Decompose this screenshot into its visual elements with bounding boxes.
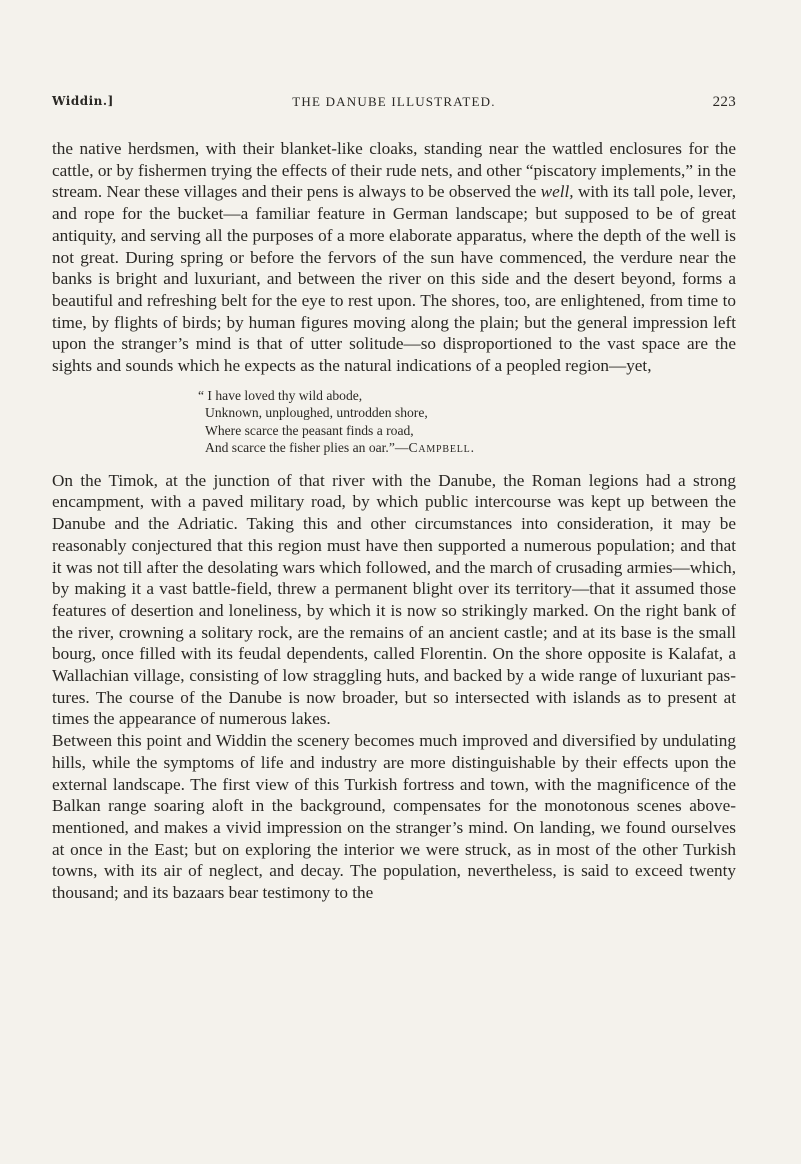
body-text — [52, 138, 736, 904]
paragraph-1-emphasis: well, — [540, 182, 574, 202]
running-head-section: Widdin.] — [52, 94, 114, 108]
verse-quotation — [52, 387, 736, 457]
book-page — [52, 0, 736, 1164]
verse-line-4 — [198, 439, 736, 457]
verse-line-3: Where scarce the peasant finds a road, — [205, 422, 414, 438]
verse-line-4-text: And scarce the fisher plies an oar.”— — [205, 440, 409, 456]
verse-line-1: “ I have loved thy wild abode, — [198, 387, 363, 403]
paragraph-3: Between this point and Widdin the scenery becomes much improved and diversified by undulating hills, while the symptoms of life and industry are more distinguishable by their effects upon the external landscape. The first view of this Turkish fortress and town, with the magnificence of the Balkan range soaring aloft in the background, compensates for the monotonous scenes above-mentioned, and makes a vivid impression on the stranger’s mind. On landing, we found ourselves at once in the East; but on exploring the interior we were struck, as in most of the other Turkish towns, with its air of neglect, and decay. The population, nevertheless, is said to exceed twenty thousand; and its bazaars bear testimony to the — [52, 731, 736, 903]
paragraph-1-part-b: with its tall pole, lever, and rope for the bucket—a familiar feature in German landscape; but supposed to be of great antiquity, and serving all the purposes of a more elaborate apparatus, where the depth of the well is not great. During spring or before the fervors of the sun have commenced, the verdure near the banks is bright and luxuriant, and between the river on this side and the desert beyond, forms a beautiful and refreshing belt for the eye to rest upon. The shores, too, are enlightened, from time to time, by flights of birds; by human figures moving along the plain; but the general impression left upon the stranger’s mind is that of utter solitude—so disproportioned to the vast space are the sights and sounds which he expects as the natural indications of a peopled region—yet, — [52, 182, 737, 376]
paragraph-2: On the Timok, at the junction of that river with the Danube, the Roman legions had a strong encampment, with a paved military road, by which public intercourse was kept up between the Danube and the Adriatic. Taking this and other circumstances into consideration, it may be reasonably conjectured that this region must have then supported a numerous population; and that it was not till after the desolating wars which followed, and the march of crusading armies—which, by making it a vast battle-field, threw a permanent blight over its territory—that it assumed those features of desertion and loneliness, by which it is now so strikingly marked. On the right bank of the river, crowning a solitary rock, are the remains of an ancient castle; and at its base is the small bourg, once filled with its feudal dependents, called Florentin. On the shore opposite is Kalafat, a Wallachian village, consisting of low straggling huts, and backed by a wide range of luxuriant pastures. The course of the Danube is now broader, but so intersected with islands as to present at times the appearance of numerous lakes. — [52, 470, 736, 729]
running-head-title: THE DANUBE ILLUSTRATED. — [292, 94, 496, 109]
running-head — [52, 94, 736, 114]
verse-line-2: Unknown, unploughed, untrodden shore, — [205, 405, 428, 421]
paragraph-1 — [52, 138, 736, 377]
paragraph-1-part-a: the native herdsmen, with their blanket-like cloaks, standing near the wattled enclosures for the cattle, or by fishermen trying the effects of their rude nets, and other “piscatory implements,” in the stream. Near these villages and their pens is always to be observed the — [52, 139, 736, 202]
page-number: 223 — [712, 94, 736, 110]
verse-attribution: Campbell. — [408, 440, 475, 456]
